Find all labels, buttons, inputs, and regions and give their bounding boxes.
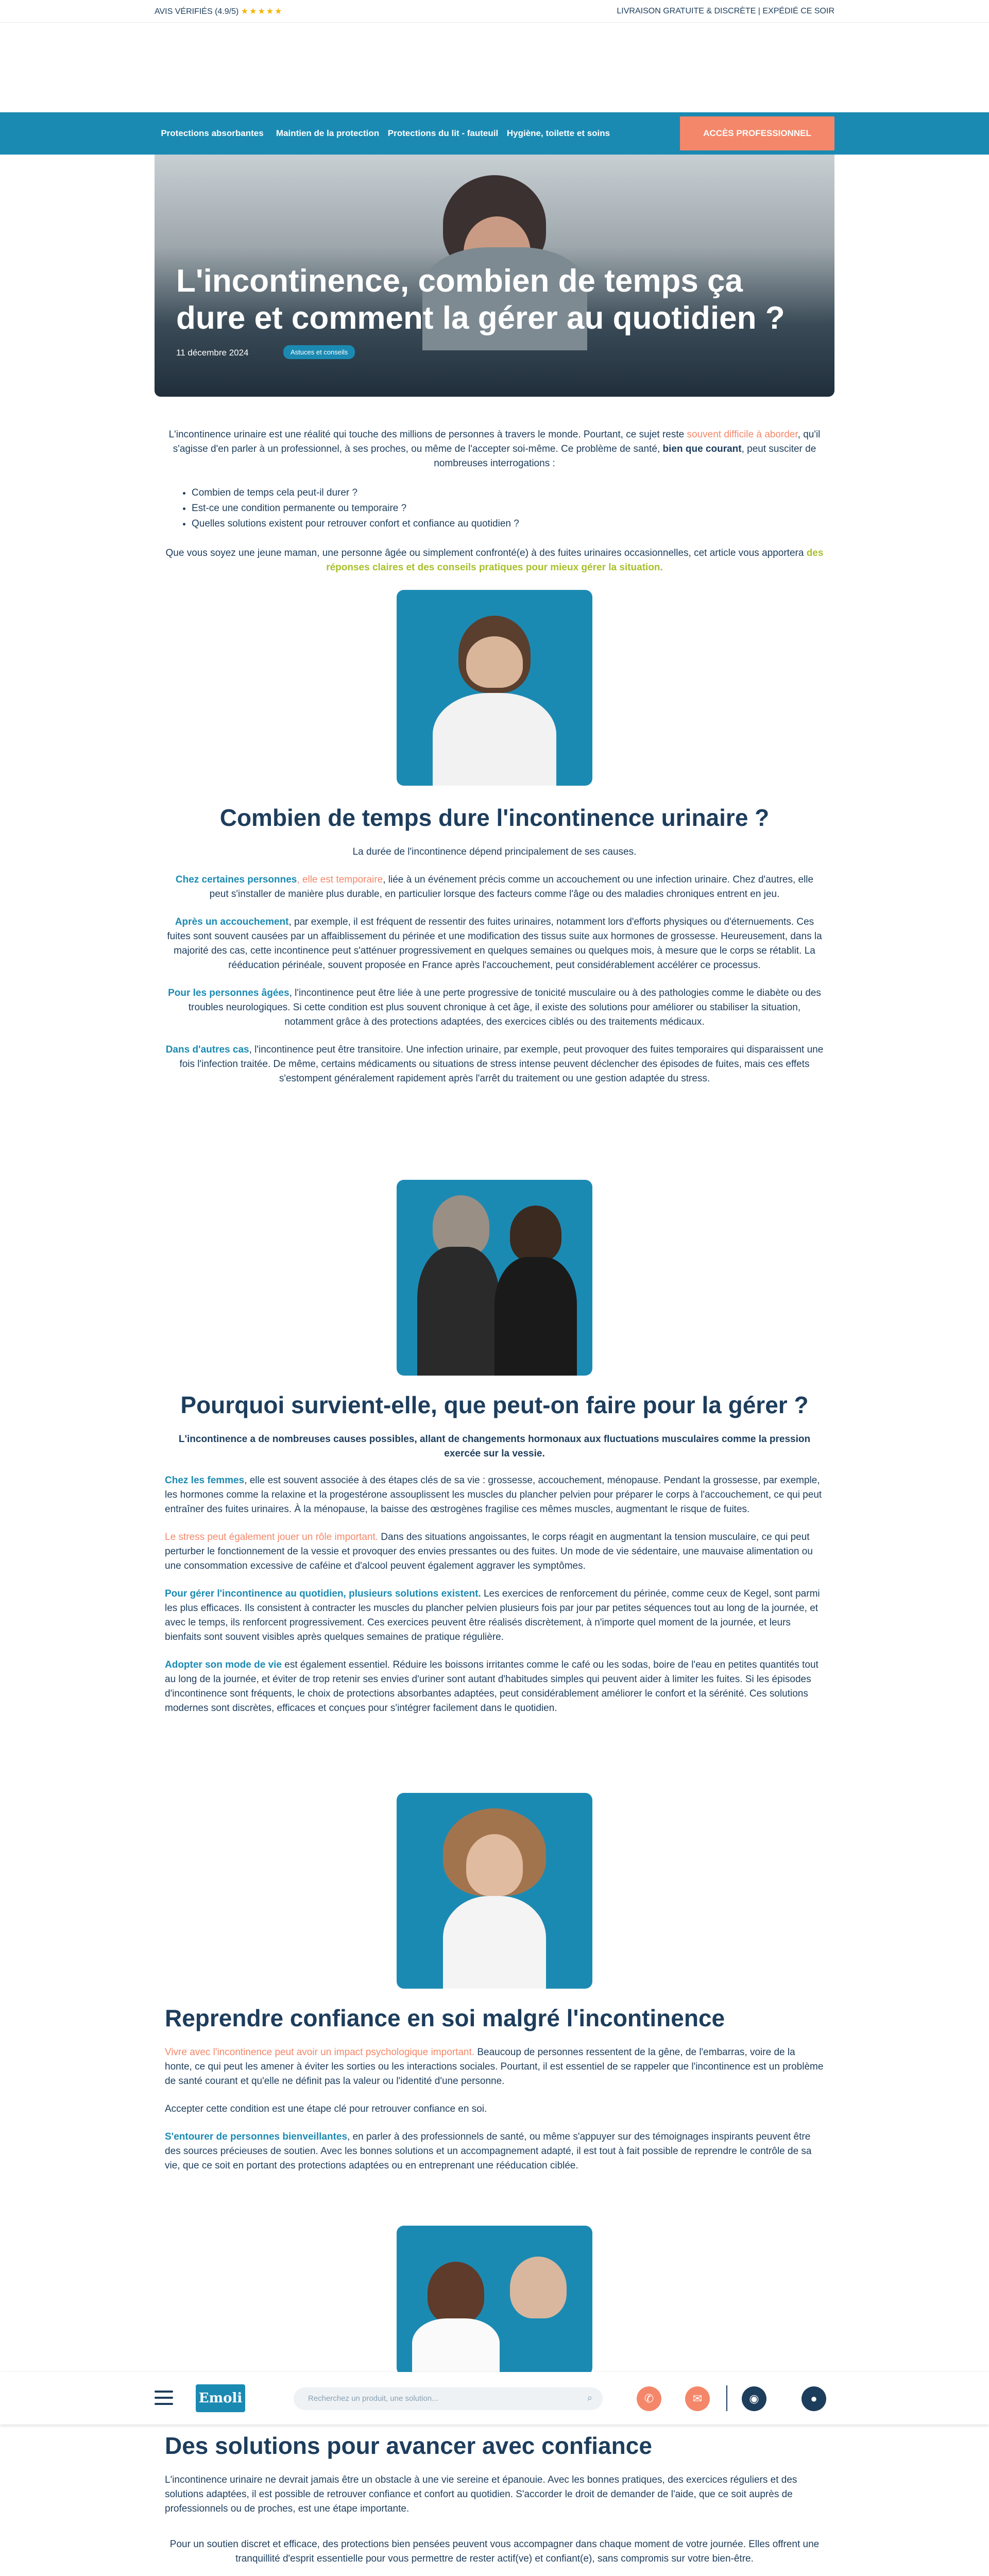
confidence-section xyxy=(165,2045,824,2187)
solutions-paragraph: Pour un soutien discret et efficace, des protections bien pensées peuvent vous accompagner dans chaque moment de votre journée. Elles offrent une tranquillité d'esprit essentielle pour vous permettre de rester actif(ve) et confiant(e), sans compromis sur votre bien-être. xyxy=(169,2539,820,2564)
search-input[interactable]: Recherchez un produit, une solution... xyxy=(294,2387,603,2410)
menu-icon[interactable] xyxy=(155,2391,173,2406)
duration-paragraph: Pour les personnes âgées, l'incontinence peut être liée à une perte progressive de tonicité musculaire ou à des pathologies comme le diabète ou des troubles neurologiques. Si cette condition est plus souvent chronique à cet âge, il existe des solutions pour améliorer ou stabiliser la situation, notamment grâce à des protections adaptées, des exercices ciblés ou des traitements médicaux. xyxy=(168,988,821,1027)
intro-conclusion-text: Que vous soyez une jeune maman, une personne âgée ou simplement confronté(e) à des fuites urinaires occasionnelles, cet article vous apportera des réponses claires et des conseils pratiques pour mieux gérer la situation. xyxy=(165,548,824,573)
section-title-causes: Pourquoi survient-elle, que peut-on faire pour la gérer ? xyxy=(180,1392,809,1418)
nav-item-lit-fauteuil[interactable]: Protections du lit - fauteuil xyxy=(387,128,499,138)
causes-paragraph: Le stress peut également jouer un rôle important. Dans des situations angoissantes, le corps réagit en augmentant la tension musculaire, ce qui peut perturber le fonctionnement de la vessie et provoquer des envies pressantes ou des fuites. Un mode de vie sédentaire, une mauvaise alimentation ou une consommation excessive de caféine et d'alcool peuvent également aggraver les symptômes. xyxy=(165,1532,813,1571)
cart-icon[interactable]: ◉ xyxy=(742,2386,766,2411)
top-bar xyxy=(0,0,989,23)
causes-paragraph: Pour gérer l'incontinence au quotidien, plusieurs solutions existent. Les exercices de renforcement du périnée, comme ceux de Kegel, sont parmi les plus efficaces. Ils consistent à contracter les muscles du plancher pelvien plusieurs fois par jour par petites séquences tout au long de la journée, et avec le temps, ils renforcent progressivement. Ces exercices peuvent être réalisés discrètement, à n'importe quel moment de la journée, et leurs bienfaits sont souvent visibles après quelques semaines de pratique régulière. xyxy=(165,1588,820,1642)
hero-date: 11 décembre 2024 xyxy=(176,348,249,358)
solutions-paragraph: L'incontinence urinaire ne devrait jamais être un obstacle à une vie sereine et épanouie. Avec les bonnes pratiques, des exercices réguliers et des solutions adaptées, il est possible de retrouver confiance et confort au quotidien. S'accorder le droit de demander de l'aide, que ce soit auprès de professionnels ou de proches, est une étape importante. xyxy=(165,2475,797,2514)
intro-questions xyxy=(180,485,644,532)
list-item: • Est-ce une condition permanente ou temporaire ? xyxy=(192,501,644,516)
two-women-image xyxy=(397,1180,592,1376)
phone-icon[interactable]: ✆ xyxy=(637,2386,661,2411)
section-title-solutions: Des solutions pour avancer avec confiance xyxy=(165,2432,652,2459)
divider xyxy=(726,2385,727,2411)
hero-category-tag[interactable]: Astuces et conseils xyxy=(283,345,355,359)
confidence-paragraph: Accepter cette condition est une étape clé pour retrouver confiance en soi. xyxy=(165,2104,487,2114)
stressed-woman-image xyxy=(397,1793,592,1989)
reviews-summary[interactable] xyxy=(155,6,283,16)
reviews-text: AVIS VÉRIFIÉS (4.9/5) xyxy=(155,7,239,16)
list-item: • Quelles solutions existent pour retrouver confort et confiance au quotidien ? xyxy=(192,516,644,532)
solutions-section xyxy=(165,2473,824,2530)
woman-hiding-face-image xyxy=(397,590,592,786)
causes-section xyxy=(165,1473,824,1729)
causes-paragraph: Chez les femmes, elle est souvent associée à des étapes clés de sa vie : grossesse, accouchement, ménopause. Pendant la grossesse, par exemple, les hormones comme la relaxine et la progestérone assouplissent les muscles du plancher pelvien pour préparer le corps à l'accouchement, ce qui peut entraîner des fuites urinaires. À la ménopause, la baisse des œstrogènes fragilise ces mêmes muscles, augmentant le risque de fuites. xyxy=(165,1475,822,1515)
search-icon[interactable]: ⌕ xyxy=(587,2393,593,2403)
causes-paragraph: Adopter son mode de vie est également essentiel. Réduire les boissons irritantes comme le café ou les sodas, boire de l'eau en petites quantités tout au long de la journée, et éviter de trop retenir ses envies d'uriner sont autant d'habitudes simples qui peuvent aider à limiter les fuites. Si les épisodes d'incontinence sont fréquents, le choix de protections absorbantes adaptées, peut considérablement améliorer le confort et la sérénité. Ces solutions modernes sont discrètes, efficaces et conçues pour s'intégrer facilement dans le quotidien. xyxy=(165,1659,819,1714)
intro-conclusion xyxy=(165,546,824,588)
rating-stars: ★★★★★ xyxy=(241,7,283,16)
intro-section xyxy=(165,428,824,484)
main-nav xyxy=(0,112,989,155)
confidence-paragraph: Vivre avec l'incontinence peut avoir un impact psychologique important. Beaucoup de personnes ressentent de la gêne, de l'embarras, voire de la honte, ce qui peut les amener à éviter les sorties ou les interactions sociales. Pourtant, il est essentiel de se rappeler que l'incontinence est un problème de santé courant et qu'elle ne définit pas la valeur ou l'identité d'une personne. xyxy=(165,2047,824,2087)
chat-icon[interactable]: ✉ xyxy=(685,2386,710,2411)
duration-paragraph: Dans d'autres cas, l'incontinence peut être transitoire. Une infection urinaire, par exemple, peut provoquer des fuites temporaires qui disparaissent une fois l'infection traitée. De même, certains médicaments ou situations de stress intense peuvent déclencher des épisodes de fuites, mais ces effets s'estompent généralement rapidement après l'arrêt du traitement ou une gestion adaptée du stress. xyxy=(165,1044,824,1084)
hero-title: L'incontinence, combien de temps ça dure et comment la gérer au quotidien ? xyxy=(176,263,785,336)
list-item: • Combien de temps cela peut-il durer ? xyxy=(192,485,644,501)
nav-item-maintien[interactable]: Maintien de la protection xyxy=(276,128,380,138)
intro-paragraph: L'incontinence urinaire est une réalité qui touche des millions de personnes à travers le monde. Pourtant, ce sujet reste souvent difficile à aborder, qu'il s'agisse d'en parler à un professionnel, à ses proches, ou même de l'accepter soi-même. Ce problème de santé, bien que courant, peut susciter de nombreuses interrogations : xyxy=(168,429,821,469)
sticky-header xyxy=(0,2372,989,2425)
section-title-confidence: Reprendre confiance en soi malgré l'incontinence xyxy=(165,2005,725,2031)
causes-lead: L'incontinence a de nombreuses causes possibles, allant de changements hormonaux aux fluctuations musculaires comme la pression exercée sur la vessie. xyxy=(178,1434,811,1459)
solutions-section-2 xyxy=(165,2537,824,2576)
site-logo[interactable]: Emoli xyxy=(196,2384,245,2412)
account-icon[interactable]: ● xyxy=(802,2386,826,2411)
doctor-patient-image xyxy=(397,2226,592,2375)
causes-lead-wrap xyxy=(165,1432,824,1475)
hero-banner xyxy=(155,155,834,397)
shipping-info: LIVRAISON GRATUITE & DISCRÈTE | EXPÉDIÉ CE SOIR xyxy=(617,6,834,15)
nav-item-hygiene[interactable]: Hygiène, toilette et soins xyxy=(506,128,610,138)
duration-lead: La durée de l'incontinence dépend principalement de ses causes. xyxy=(352,846,637,857)
duration-paragraph: Après un accouchement, par exemple, il est fréquent de ressentir des fuites urinaires, notamment lors d'efforts physiques ou d'éternuements. Ces fuites sont souvent causées par un affaiblissement du périnée et une modification des tissus suite aux hormones de grossesse. Heureusement, dans la majorité des cas, cette incontinence peut s'atténuer progressivement en quelques semaines ou quelques mois, à mesure que le corps se rétablit. La rééducation périnéale, souvent proposée en France après l'accouchement, peut considérablement accélérer ce processus. xyxy=(167,917,822,971)
pro-access-button[interactable]: ACCÈS PROFESSIONNEL xyxy=(680,116,834,150)
duration-section xyxy=(165,845,824,1099)
nav-item-absorbantes[interactable]: Protections absorbantes xyxy=(161,128,264,138)
section-title-duration: Combien de temps dure l'incontinence urinaire ? xyxy=(219,804,770,831)
duration-paragraph: Chez certaines personnes, elle est temporaire, liée à un événement précis comme un accouchement ou une infection urinaire. Chez d'autres, elle peut s'installer de manière plus durable, en particulier lorsque des facteurs comme l'âge ou des maladies chroniques entrent en jeu. xyxy=(175,874,814,900)
confidence-paragraph: S'entourer de personnes bienveillantes, en parler à des professionnels de santé, ou même s'appuyer sur des témoignages inspirants peuvent être des sources précieuses de soutien. Avec les bonnes solutions et un accompagnement adapté, il est tout à fait possible de reprendre le contrôle de sa vie, que ce soit en portant des protections adaptées ou en entreprenant une rééducation ciblée. xyxy=(165,2131,812,2171)
